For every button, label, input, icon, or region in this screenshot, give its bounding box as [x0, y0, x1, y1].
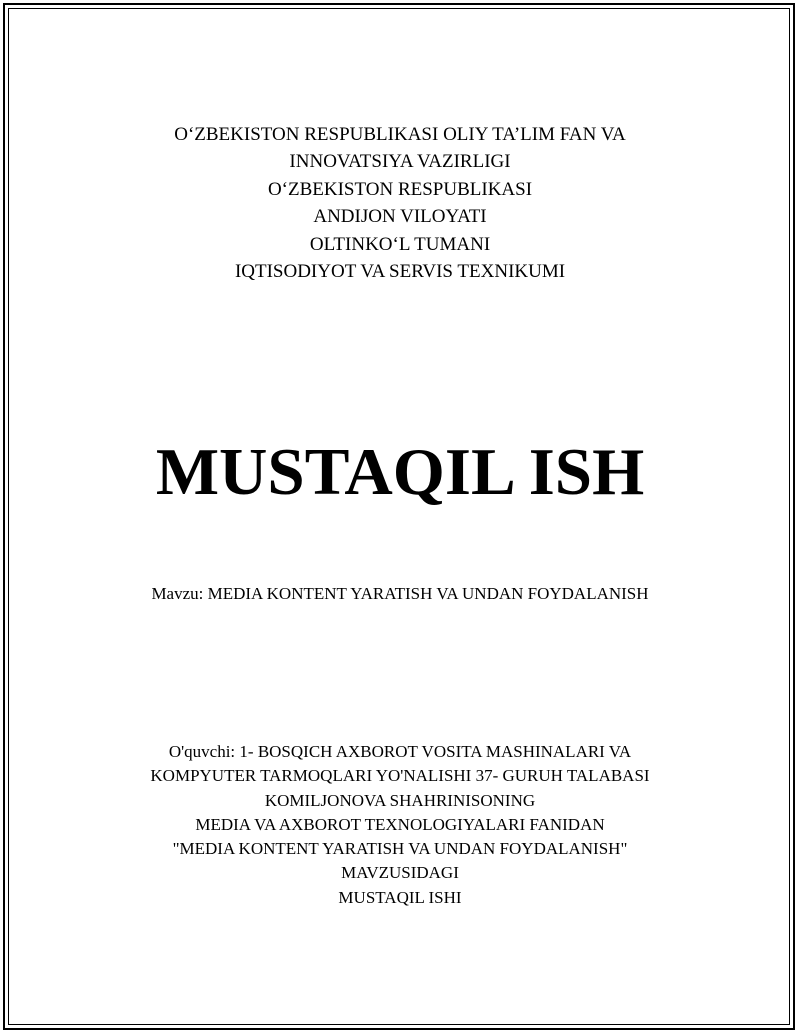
student-line: KOMILJONOVA SHAHRINISONING: [264, 790, 536, 810]
student-line: MUSTAQIL ISHI: [338, 887, 462, 907]
header-line: O‘ZBEKISTON RESPUBLIKASI OLIY TA’LIM FAN VA: [174, 124, 626, 145]
header-line: O‘ZBEKISTON RESPUBLIKASI: [267, 178, 533, 200]
student-line: KOMPYUTER TARMOQLARI YO'NALISHI 37- GURUH TALABASI: [150, 766, 650, 786]
student-line: O'quvchi: 1- BOSQICH AXBOROT VOSITA MASHINALARI VA: [168, 742, 632, 761]
student-info: [0, 740, 800, 910]
header-line: ANDIJON VILOYATI: [313, 206, 487, 228]
header-line: OLTINKO‘L TUMANI: [309, 233, 491, 255]
student-line: MEDIA VA AXBOROT TEXNOLOGIYALARI FANIDAN: [195, 814, 605, 834]
header-line: IQTISODIYOT VA SERVIS TEXNIKUMI: [234, 261, 566, 283]
topic-line: Mavzu: MEDIA KONTENT YARATISH VA UNDAN FOYDALANISH: [151, 584, 649, 603]
document-title: MUSTAQIL ISH: [155, 435, 645, 509]
header-line: INNOVATSIYA VAZIRLIGI: [289, 151, 511, 173]
institution-header: [0, 121, 800, 285]
student-line: MAVZUSIDAGI: [341, 863, 459, 883]
student-line: "MEDIA KONTENT YARATISH VA UNDAN FOYDALANISH": [172, 839, 628, 859]
